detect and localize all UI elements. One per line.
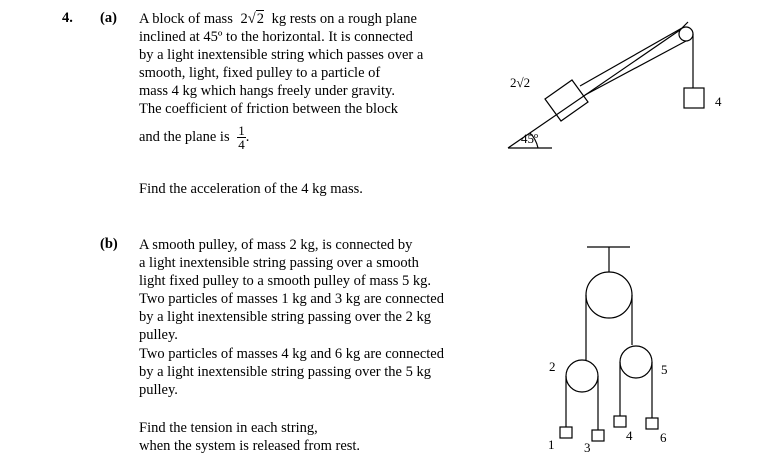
hanging-mass-a (684, 88, 704, 108)
part-a-task: Find the acceleration of the 4 kg mass. (139, 181, 363, 197)
part-b-task-1: Find the tension in each string, (139, 420, 318, 436)
part-a-text-1: A block of mass (139, 11, 233, 27)
mass-6-box (646, 418, 658, 429)
string-incline (580, 28, 682, 86)
part-b-line-9: pulley. (139, 382, 178, 398)
label-mass-1: 1 (548, 437, 555, 452)
part-b-line-2: a light inextensible string passing over a smooth (139, 255, 419, 271)
question-number: 4. (62, 10, 73, 26)
block-on-incline (545, 80, 588, 121)
angle-label: 45º (521, 131, 539, 146)
mass-4-box (614, 416, 626, 427)
mass-radicand: 2 (256, 11, 264, 27)
part-b-line-3: light fixed pulley to a smooth pulley of mass 5 kg. (139, 273, 431, 289)
part-b-line-8: by a light inextensible string passing over the 5 kg (139, 364, 431, 380)
part-a-line-5: mass 4 kg which hangs freely under gravity. (139, 83, 395, 99)
part-a-line-2: inclined at 45º to the horizontal. It is connected (139, 29, 413, 45)
friction-denominator: 4 (238, 137, 245, 152)
part-b-line-7: Two particles of masses 4 kg and 6 kg are connected (139, 346, 444, 362)
part-b-line-5: by a light inextensible string passing over the 2 kg (139, 309, 431, 325)
label-mass-3: 3 (584, 440, 591, 455)
mass-1-box (560, 427, 572, 438)
pulley-2kg (566, 360, 598, 392)
string-incline-lower (585, 41, 686, 95)
sqrt-symbol: √2 (247, 11, 264, 27)
label-pulley-5kg: 5 (661, 362, 668, 377)
part-a-label: (a) (100, 10, 117, 26)
part-b-line-4: Two particles of masses 1 kg and 3 kg are connected (139, 291, 444, 307)
label-mass-6: 6 (660, 430, 667, 445)
mass-3-box (592, 430, 604, 441)
part-b-line-1: A smooth pulley, of mass 2 kg, is connected by (139, 237, 413, 253)
hanging-mass-label-a: 4 (715, 94, 722, 109)
part-b-line-6: pulley. (139, 327, 178, 343)
friction-period: . (245, 128, 250, 145)
part-a-text-friction: and the plane is (139, 128, 230, 145)
part-a-line-3: by a light inextensible string which passes over a (139, 47, 424, 63)
part-a-line-6: The coefficient of friction between the block (139, 101, 399, 117)
part-b-label: (b) (100, 236, 118, 252)
mass-coefficient: 2 (240, 11, 248, 27)
part-a-text-2: kg rests on a rough plane (271, 11, 417, 27)
part-b-task-2: when the system is released from rest. (139, 438, 361, 454)
fixed-pulley-b (586, 272, 632, 318)
friction-numerator: 1 (238, 123, 245, 138)
label-pulley-2kg: 2 (549, 359, 556, 374)
block-mass-label: 2√2 (510, 75, 531, 90)
pulley-5kg (620, 346, 652, 378)
part-a-line-4: smooth, light, fixed pulley to a particle of (139, 65, 381, 81)
label-mass-4: 4 (626, 428, 633, 443)
